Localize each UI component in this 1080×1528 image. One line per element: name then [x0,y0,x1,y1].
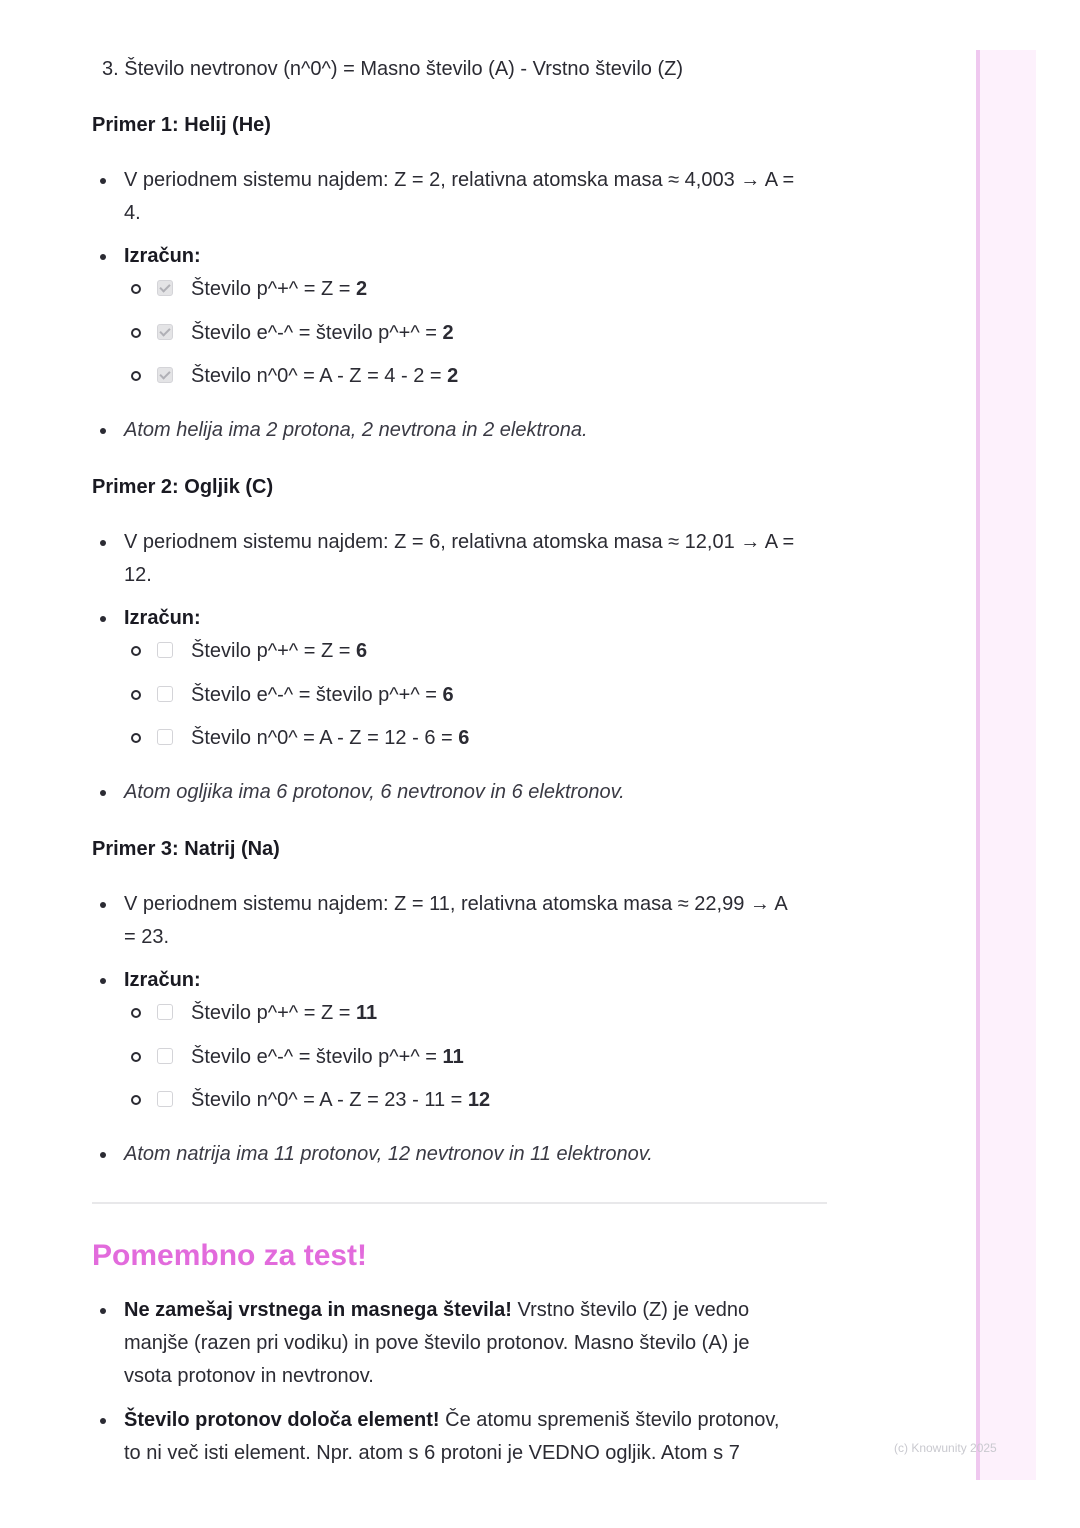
test-tip-1 [124,1294,829,1393]
tip-bold: Ne zamešaj vrstnega in masnega števila! [124,1299,512,1321]
example-1-calc-label: Izračun: [124,240,829,273]
example-2-item-neutrons [191,724,469,752]
example-1-intro [124,164,829,230]
item-text: Število p^+^ = Z = [191,640,356,662]
item-text: Število n^0^ = A - Z = 23 - 11 = [191,1089,468,1111]
checkbox[interactable] [157,686,173,702]
item-text: Število e^-^ = število p^+^ = [191,322,443,344]
example-3-item-electrons [191,1043,464,1071]
example-1-item-neutrons [191,362,458,390]
tip-text: to ni več isti element. Npr. atom s 6 protoni je VEDNO ogljik. Atom s 7 [124,1442,740,1464]
example-3-item-neutrons [191,1086,490,1114]
item-text: Število p^+^ = Z = [191,278,356,300]
item-value: 2 [442,322,454,344]
checkbox[interactable] [157,642,173,658]
item-value: 11 [355,1002,378,1024]
checkbox[interactable] [157,729,173,745]
example-1-summary: Atom helija ima 2 protona, 2 nevtrona in 2 elektrona. [124,414,829,447]
example-3-intro-line1: V periodnem sistemu najdem: Z = 11, relativna atomska masa ≈ 22,99 → A [124,893,788,915]
tip-text: Vrstno število (Z) je vedno [511,1299,750,1321]
tip-text: Če atomu spremeniš število protonov, [439,1409,780,1431]
item-text: Število e^-^ = število p^+^ = [191,1046,443,1068]
example-3-summary: Atom natrija ima 11 protonov, 12 nevtronov in 11 elektronov. [124,1138,829,1171]
example-2-intro-line2: 12. [124,564,152,586]
example-3-calc-label: Izračun: [124,964,829,997]
item-value: 11 [442,1046,464,1068]
checkbox[interactable] [157,1048,173,1064]
tip-bold: Število protonov določa element! [124,1409,440,1431]
example-3-intro [124,888,829,954]
page-sidebar-decoration [976,50,1036,1480]
example-1-item-protons [191,275,367,303]
example-2-heading: Primer 2: Ogljik (C) [92,476,274,498]
item-text: Število e^-^ = število p^+^ = [191,684,443,706]
item-text: Število n^0^ = A - Z = 4 - 2 = [191,365,448,387]
item-value: 12 [467,1089,491,1111]
list-item-neutron-formula: 3. Število nevtronov (n^0^) = Masno število (A) - Vrstno število (Z) [102,58,684,80]
checkbox[interactable] [157,324,173,340]
item-value: 2 [355,278,368,300]
example-3-intro-line2: = 23. [124,926,170,948]
item-text: Število p^+^ = Z = [191,1002,356,1024]
checkbox[interactable] [157,1091,173,1107]
watermark: (c) Knowunity 2025 [894,1441,997,1455]
example-1-intro-line2: 4. [124,202,141,224]
example-2-intro [124,526,829,592]
example-2-summary: Atom ogljika ima 6 protonov, 6 nevtronov in 6 elektronov. [124,776,829,809]
checkbox[interactable] [157,1004,173,1020]
example-1-heading: Primer 1: Helij (He) [92,114,271,136]
checkbox[interactable] [157,280,173,296]
example-2-calc-label: Izračun: [124,602,829,635]
example-2-item-electrons [191,681,454,709]
item-value: 6 [458,727,470,749]
item-value: 6 [442,684,454,706]
tip-text: manjše (razen pri vodiku) in pove število protonov. Masno število (A) je [124,1332,750,1354]
section-title: Pomembno za test! [92,1239,368,1272]
test-tip-2 [124,1404,829,1470]
checkbox[interactable] [157,367,173,383]
example-2-intro-line1: V periodnem sistemu najdem: Z = 6, relativna atomska masa ≈ 12,01 → A = [124,531,795,553]
example-1-item-electrons [191,319,454,347]
item-text: Število n^0^ = A - Z = 12 - 6 = [191,727,459,749]
tip-text: vsota protonov in nevtronov. [124,1365,374,1387]
item-value: 6 [355,640,368,662]
divider [92,1202,827,1204]
example-3-heading: Primer 3: Natrij (Na) [92,838,280,860]
example-2-item-protons [191,637,367,665]
example-1-intro-line1: V periodnem sistemu najdem: Z = 2, relativna atomska masa ≈ 4,003 → A = [124,169,795,191]
example-3-item-protons [191,999,377,1027]
item-value: 2 [447,365,459,387]
